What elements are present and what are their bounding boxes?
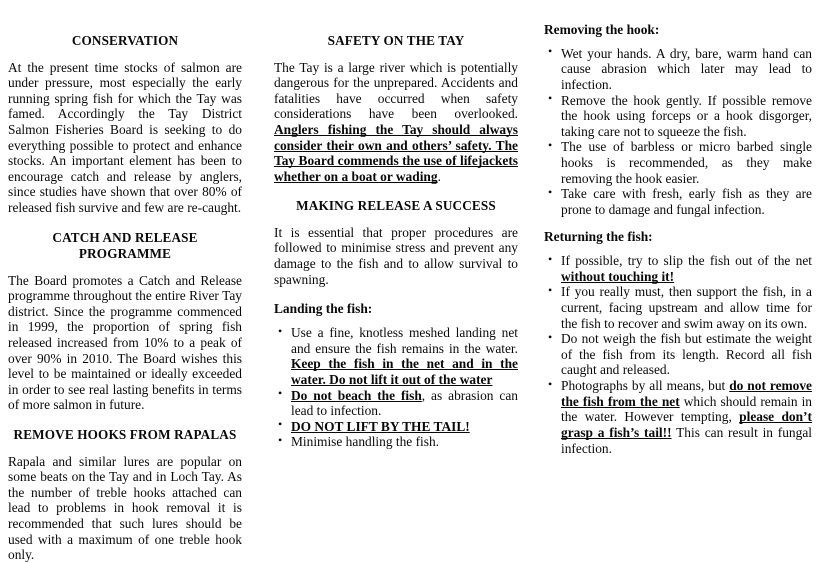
text-run: , as abrasion can lead to infection. [291,387,518,419]
bullet-list-returning-the-fish [544,253,812,456]
heading-conservation: CONSERVATION [71,33,179,48]
emphasis-run: do not remove the fish from the net [561,378,812,409]
paragraph-remove-hooks-from-rapalas: Rapala and similar lures are popular on some beats on the Tay and in Loch Tay. As the number of treble hooks attached can lead to problems in hook removal it is recommended that such lures should be used with a maximum of one treble hook only. [8,453,242,563]
bullet-use-landing-net [274,325,518,387]
column-handling [530,22,823,544]
heading-catch-and-release-programme: CATCH AND RELEASE PROGRAMME [52,229,198,262]
text-run: If you really must, then support the fish, in a current, facing upstream and allow time for the fish to recover and swim away on its own. [561,284,812,331]
bullet-do-not-beach-the-fish [274,388,518,419]
text-run: Do not weigh the fish but estimate the weight of the fish from its length. Record all fish caught and released. [561,331,812,378]
column-safety [262,22,530,544]
bullet-do-not-weigh-the-fish [544,331,812,378]
column-conservation [0,22,262,563]
bullet-photographs [544,378,812,456]
text-run: Remove the hook gently. If possible remove the hook using forceps or a hook disgorger, taking care not to squeeze the fish. [561,92,812,139]
bullet-minimise-handling [274,434,518,450]
bullet-wet-your-hands [544,46,812,93]
emphasis-run: DO NOT LIFT BY THE TAIL! [291,418,470,434]
bullet-slip-fish-out-of-net [544,253,812,284]
bullet-list-landing-the-fish [274,325,518,450]
bullet-support-the-fish [544,284,812,331]
emphasis-run: Keep the fish in the net and in the water. Do not lift it out of the water [291,356,518,387]
subheading-landing-the-fish: Landing the fish: [274,301,373,317]
emphasis-run: please don’t grasp a fish’s tail!! [561,409,812,440]
text-run: The Tay is a large river which is potentially dangerous for the unprepared. Accidents and fatalities have occurred when safety considerations have been overlooked. [274,59,518,122]
emphasis-run: Anglers fishing the Tay should always consider their own and others’ safety. The Tay Board commends the use of lifejackets whether on a boat or wading [274,121,518,184]
heading-remove-hooks-from-rapalas: REMOVE HOOKS FROM RAPALAS [13,427,237,443]
bullet-remove-hook-gently [544,93,812,140]
bullet-do-not-lift-by-the-tail [274,419,518,435]
text-run: Minimise handling the fish. [291,434,440,450]
text-run: Photographs by all means, but [561,378,730,394]
emphasis-run: without touching it! [561,268,675,284]
text-run: This can result in fungal infection. [561,424,812,456]
text-run: Wet your hands. A dry, bare, warm hand can cause abrasion which later may lead to infection. [561,45,812,92]
heading-making-release-a-success: MAKING RELEASE A SUCCESS [296,198,496,214]
paragraph-making-release-a-success: It is essential that proper procedures are followed to minimise stress and prevent any damage to the fish and to allow survival to spawning. [274,224,518,287]
text-run: If possible, try to slip the fish out of the net [561,253,812,269]
text-run: The use of barbless or micro barbed single hooks is recommended, as they make removing the hook easier. [561,139,812,186]
paragraph-safety-on-the-tay [274,60,518,185]
text-run: which should remain in the water. However tempting, [561,393,812,425]
paragraph-conservation: At the present time stocks of salmon are under pressure, most especially the early running spring fish for which the Tay was famed. Accordingly the Tay District Salmon Fisheries Board is seeking to do everything possible to protect and enhance stocks. An important element has been to encourage catch and release by anglers, since studies have shown that over 80% of released fish survive and few are re-caught. [8,59,242,215]
text-run: Take care with fresh, early fish as they are prone to damage and fungal infection. [561,186,812,217]
subheading-returning-the-fish: Returning the fish: [544,229,653,245]
paragraph-catch-and-release-programme: The Board promotes a Catch and Release programme throughout the entire River Tay district. Since the programme commenced in 1999, the proportion of spring fish released increased from 10% to a peak of over 90% in 2010. The Board wishes this level to be maintained or ideally exceeded in order to see real lasting benefits in terms of more salmon in future. [8,272,242,413]
emphasis-run: Do not beach the fish [291,387,422,403]
bullet-list-removing-the-hook [544,46,812,218]
text-run: . [437,168,441,184]
bullet-barbless-hooks [544,139,812,186]
bullet-fresh-early-fish [544,186,812,217]
subheading-removing-the-hook: Removing the hook: [544,22,660,37]
text-run: Use a fine, knotless meshed landing net and ensure the fish remains in the water. [291,325,518,356]
heading-safety-on-the-tay: SAFETY ON THE TAY [327,33,465,48]
